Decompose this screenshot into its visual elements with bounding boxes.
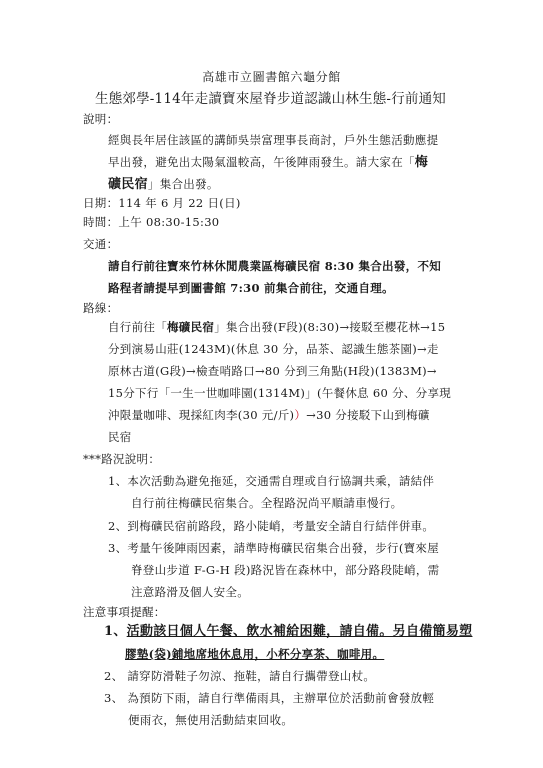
- note-1-number: 1、: [104, 624, 127, 639]
- route-meeting-place: 梅礦民宿: [167, 320, 215, 334]
- route-line-5-pre: 沖限量咖啡、現採紅肉李(30 元/斤): [108, 408, 295, 422]
- route-red-paren: ）: [294, 408, 307, 422]
- road-item-3-line-3: 注意路滑及個人安全。: [131, 585, 249, 599]
- route-line-1-post: 」集合出發(F段)(8:30)→接駁至櫻花林→15: [214, 320, 446, 334]
- route-line-3: 原林古道(G段)→檢查哨路口→80 分到三角點(H段)(1383M)→: [108, 364, 437, 378]
- page-title: 生態郊學-114年走讀寶來屋脊步道認識山林生態-行前通知: [95, 91, 446, 107]
- route-line-2: 分到演易山莊(1243M)(休息 30 分，品茶、認識生態茶園)→走: [108, 342, 439, 356]
- transport-line-1: 請自行前往寶來竹林休閒農業區梅礦民宿 8:30 集合出發，不知: [108, 259, 442, 273]
- note-1-line-1: [104, 624, 472, 640]
- explanation-label: 說明：: [83, 112, 119, 126]
- note-3-line-2: 便雨衣，無使用活動結束回收。: [128, 713, 294, 727]
- route-line-1: [108, 319, 445, 335]
- road-item-1-line-1: 1、本次活動為避免拖延，交通需自理或自行協調共乘，請結伴: [108, 474, 435, 488]
- intro-line-3-text: 」集合出發。: [147, 177, 219, 191]
- road-conditions-label: ***路況說明：: [83, 452, 161, 466]
- note-1-line-2: 膠墊(袋)鋪地席地休息用，小杯分享茶、咖啡用。: [125, 647, 385, 661]
- intro-line-2-text: 早出發，避免出太陽氣溫較高，午後陣雨發生。請大家在「: [108, 155, 415, 169]
- intro-line-1: 經與長年居住該區的講師吳崇富理事長商討，戶外生態活動應提: [108, 133, 439, 147]
- intro-line-2: [108, 154, 428, 171]
- road-item-3-line-1: 3、考量午後陣雨因素，請準時梅礦民宿集合出發，步行(寶來屋: [108, 541, 439, 555]
- date-line: 日期：114 年 6 月 22 日(日): [83, 196, 241, 210]
- route-line-5-post: →30 分接駁下山到梅礦: [306, 408, 430, 422]
- route-line-6: 民宿: [108, 430, 132, 444]
- road-item-1-line-2: 自行前往梅礦民宿集合。全程路況尚平順請車慢行。: [131, 496, 403, 510]
- meeting-place-start: 梅: [414, 155, 429, 170]
- transport-label: 交通：: [83, 237, 119, 251]
- meeting-place-end: 礦民宿: [108, 177, 148, 192]
- road-item-3-line-2: 脊登山步道 F-G-H 段)路況皆在森林中，部分路段陡峭，需: [131, 563, 440, 577]
- road-item-2: 2、到梅礦民宿前路段，路小陡峭，考量安全請自行結伴併車。: [108, 519, 435, 533]
- organization-name: 高雄市立圖書館六龜分館: [202, 70, 341, 84]
- intro-line-3: [108, 176, 219, 193]
- time-line: 時間：上午 08:30-15:30: [83, 215, 220, 229]
- note-2: 2、 請穿防滑鞋子勿涼、拖鞋，請自行攜帶登山杖。: [104, 669, 376, 683]
- route-line-1-pre: 自行前往「: [108, 320, 167, 334]
- route-line-4: 15分下行「一生一世咖啡園(1314M)」(午餐休息 60 分、分享現: [108, 386, 452, 400]
- transport-line-2: 路程者請提早到圖書館 7:30 前集合前往，交通自理。: [108, 281, 394, 295]
- notes-label: 注意事項提醒：: [83, 605, 166, 619]
- note-1-text: 活動該日個人午餐、飲水補給困難，請自備。另自備簡易塑: [126, 624, 473, 639]
- route-label: 路線：: [83, 301, 119, 315]
- route-line-5: [108, 407, 430, 423]
- note-3-line-1: 3、 為預防下雨，請自行準備雨具，主辦單位於活動前會發放輕: [104, 691, 435, 705]
